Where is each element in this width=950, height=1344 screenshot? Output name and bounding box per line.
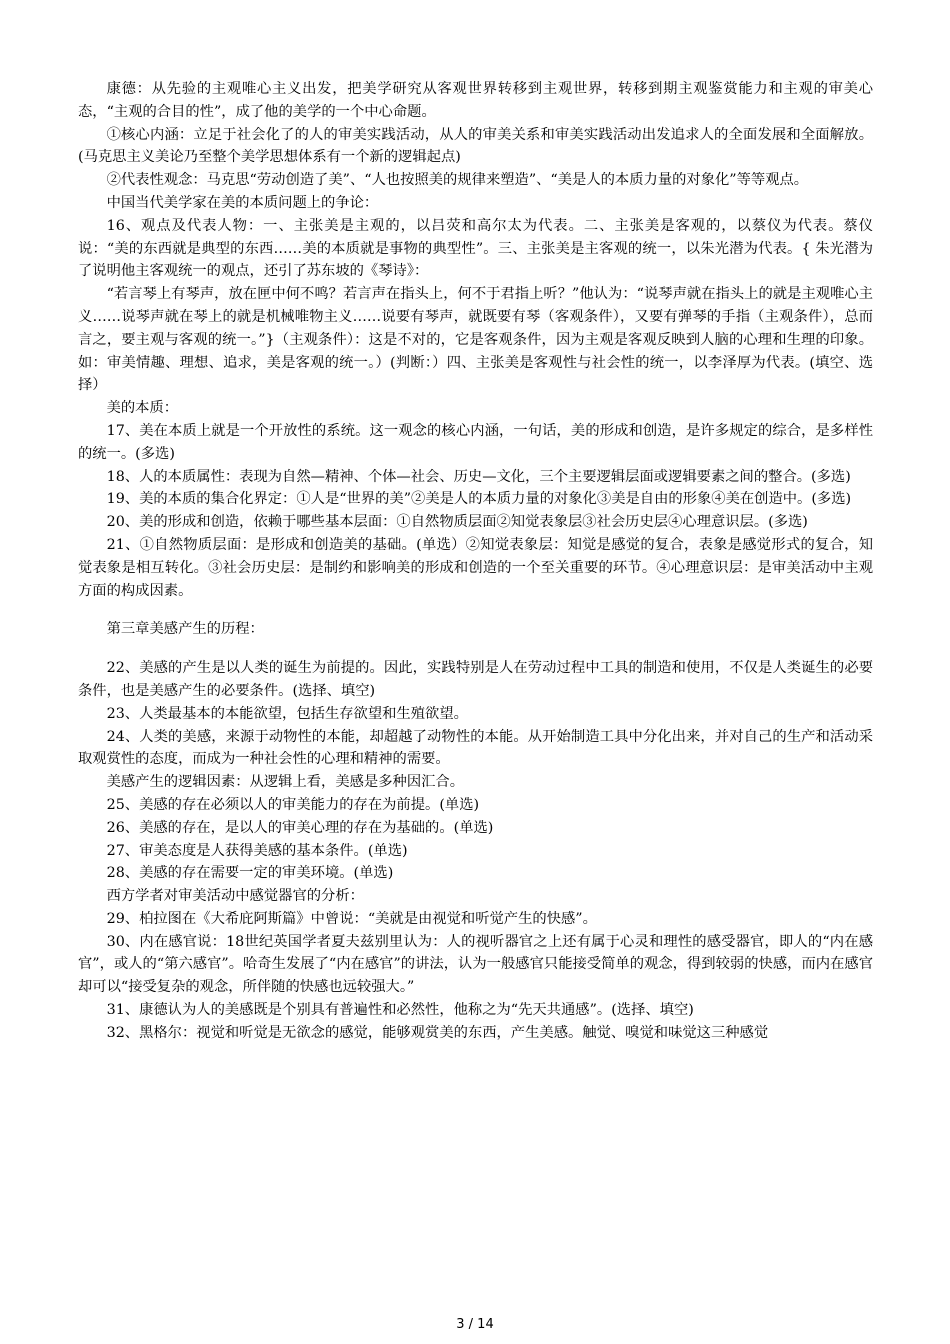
paragraph-representative-ideas: ②代表性观念：马克思“劳动创造了美”、“人也按照美的规律来塑造”、“美是人的本质力量的对象化”等等观点。: [106, 172, 809, 189]
paragraph-16: 16、观点及代表人物：一、主张美是主观的，以吕荧和高尔太为代表。二、主张美是客观的，以蔡仪为代表。蔡仪说：“美的东西就是典型的东西……美的本质就是事物的典型性”。三、主张美是主客观的统一，以朱光潜为代表。{ 朱光潜为了说明他主客观统一的观点，还引了苏东坡的《琴诗》：: [78, 217, 873, 280]
paragraph-26: 26、美感的存在，是以人的审美心理的存在为基础的。(单选): [106, 819, 494, 836]
document-body: [78, 78, 873, 1045]
paragraph-25: 25、美感的存在必须以人的审美能力的存在为前提。(单选): [106, 796, 480, 813]
page-number: 3 / 14: [456, 1317, 494, 1332]
paragraph-qin-poem: “若言琴上有琴声，放在匣中何不鸣？若言声在指头上，何不于君指上听？”他认为：“说琴声就在指头上的就是主观唯心主义……说琴声就在琴上的就是机械唯物主义……说要有琴声，就既要有琴（客观条件），又要有弹琴的手指（主观条件），总而言之，要主观与客观的统一。”}（主观条件）：这是不对的，它是客观条件，因为主观是客观反映到人脑的心理和生理的印象。如：审美情趣、理想、追求，美是客观的统一。）(判断：）四、主张美是客观性与社会性的统一，以李泽厚为代表。(填空、选择）: [78, 286, 873, 394]
paragraph-24: 24、人类的美感，来源于动物性的本能，却超越了动物性的本能。从开始制造工具中分化出来，并对自己的生产和活动采取观赏性的态度，而成为一种社会性的心理和精神的需要。: [78, 728, 873, 768]
paragraph-30: 30、内在感官说：18世纪英国学者夏夫兹别里认为：人的视听器官之上还有属于心灵和理性的感受器官，即人的“内在感官”，或人的“第六感官”。哈奇生发展了“内在感官”的讲法，认为一般感官只能接受简单的观念，得到较弱的快感，而内在感官却可以“接受复杂的观念，所伴随的快感也远较强大。”: [78, 933, 873, 996]
paragraph-27: 27、审美态度是人获得美感的基本条件。(单选): [106, 842, 408, 859]
paragraph-kant: 康德：从先验的主观唯心主义出发，把美学研究从客观世界转移到主观世界，转移到期主观鉴赏能力和主观的审美心态，“主观的合目的性”，成了他的美学的一个中心命题。: [78, 81, 873, 120]
section-heading-logical-factors: 美感产生的逻辑因素：从逻辑上看，美感是多种因汇合。: [106, 774, 465, 791]
paragraph-17: 17、美在本质上就是一个开放性的系统。这一观念的核心内涵，一句话，美的形成和创造，是许多规定的综合，是多样性的统一。(多选): [78, 422, 873, 462]
paragraph-29: 29、柏拉图在《大希庇阿斯篇》中曾说：“美就是由视觉和听觉产生的快感”。: [106, 910, 597, 927]
paragraph-23: 23、人类最基本的本能欲望，包括生存欲望和生殖欲望。: [106, 705, 468, 722]
paragraph-18: 18、人的本质属性：表现为自然—精神、个体—社会、历史—文化，三个主要逻辑层面或逻辑要素之间的整合。(多选): [106, 468, 851, 485]
section-heading-essence-of-beauty: 美的本质：: [106, 400, 179, 417]
chapter-heading-3: 第三章美感产生的历程：: [106, 621, 264, 638]
paragraph-28: 28、美感的存在需要一定的审美环境。(单选): [106, 865, 394, 882]
paragraph-22: 22、美感的产生是以人类的诞生为前提的。因此，实践特别是人在劳动过程中工具的制造和使用，不仅是人类诞生的必要条件，也是美感产生的必要条件。(选择、填空): [78, 660, 873, 699]
paragraph-31: 31、康德认为人的美感既是个别具有普遍性和必然性，他称之为“先天共通感”。(选择、填空): [106, 1002, 694, 1019]
paragraph-21: 21、①自然物质层面：是形成和创造美的基础。(单选）②知觉表象层：知觉是感觉的复合，表象是感觉形式的复合，知觉表象是相互转化。③社会历史层：是制约和影响美的形成和创造的一个至关重要的环节。④心理意识层：是审美活动中主观方面的构成因素。: [78, 536, 873, 599]
section-heading-western-scholars: 西方学者对审美活动中感觉器官的分析：: [106, 888, 364, 905]
section-heading-chinese-debate: 中国当代美学家在美的本质问题上的争论：: [106, 194, 379, 211]
paragraph-core-meaning: ①核心内涵：立足于社会化了的人的审美实践活动，从人的审美关系和审美实践活动出发追求人的全面发展和全面解放。(马克思主义美论乃至整个美学思想体系有一个新的逻辑起点): [78, 126, 873, 166]
paragraph-20: 20、美的形成和创造，依赖于哪些基本层面：①自然物质层面②知觉表象层③社会历史层④心理意识层。(多选): [106, 514, 808, 531]
paragraph-32: 32、黑格尔：视觉和听觉是无欲念的感觉，能够观赏美的东西，产生美感。触觉、嗅觉和味觉这三种感觉: [106, 1024, 769, 1041]
paragraph-19: 19、美的本质的集合化界定：①人是“世界的美”②美是人的本质力量的对象化③美是自由的形象④美在创造中。(多选): [106, 491, 852, 508]
